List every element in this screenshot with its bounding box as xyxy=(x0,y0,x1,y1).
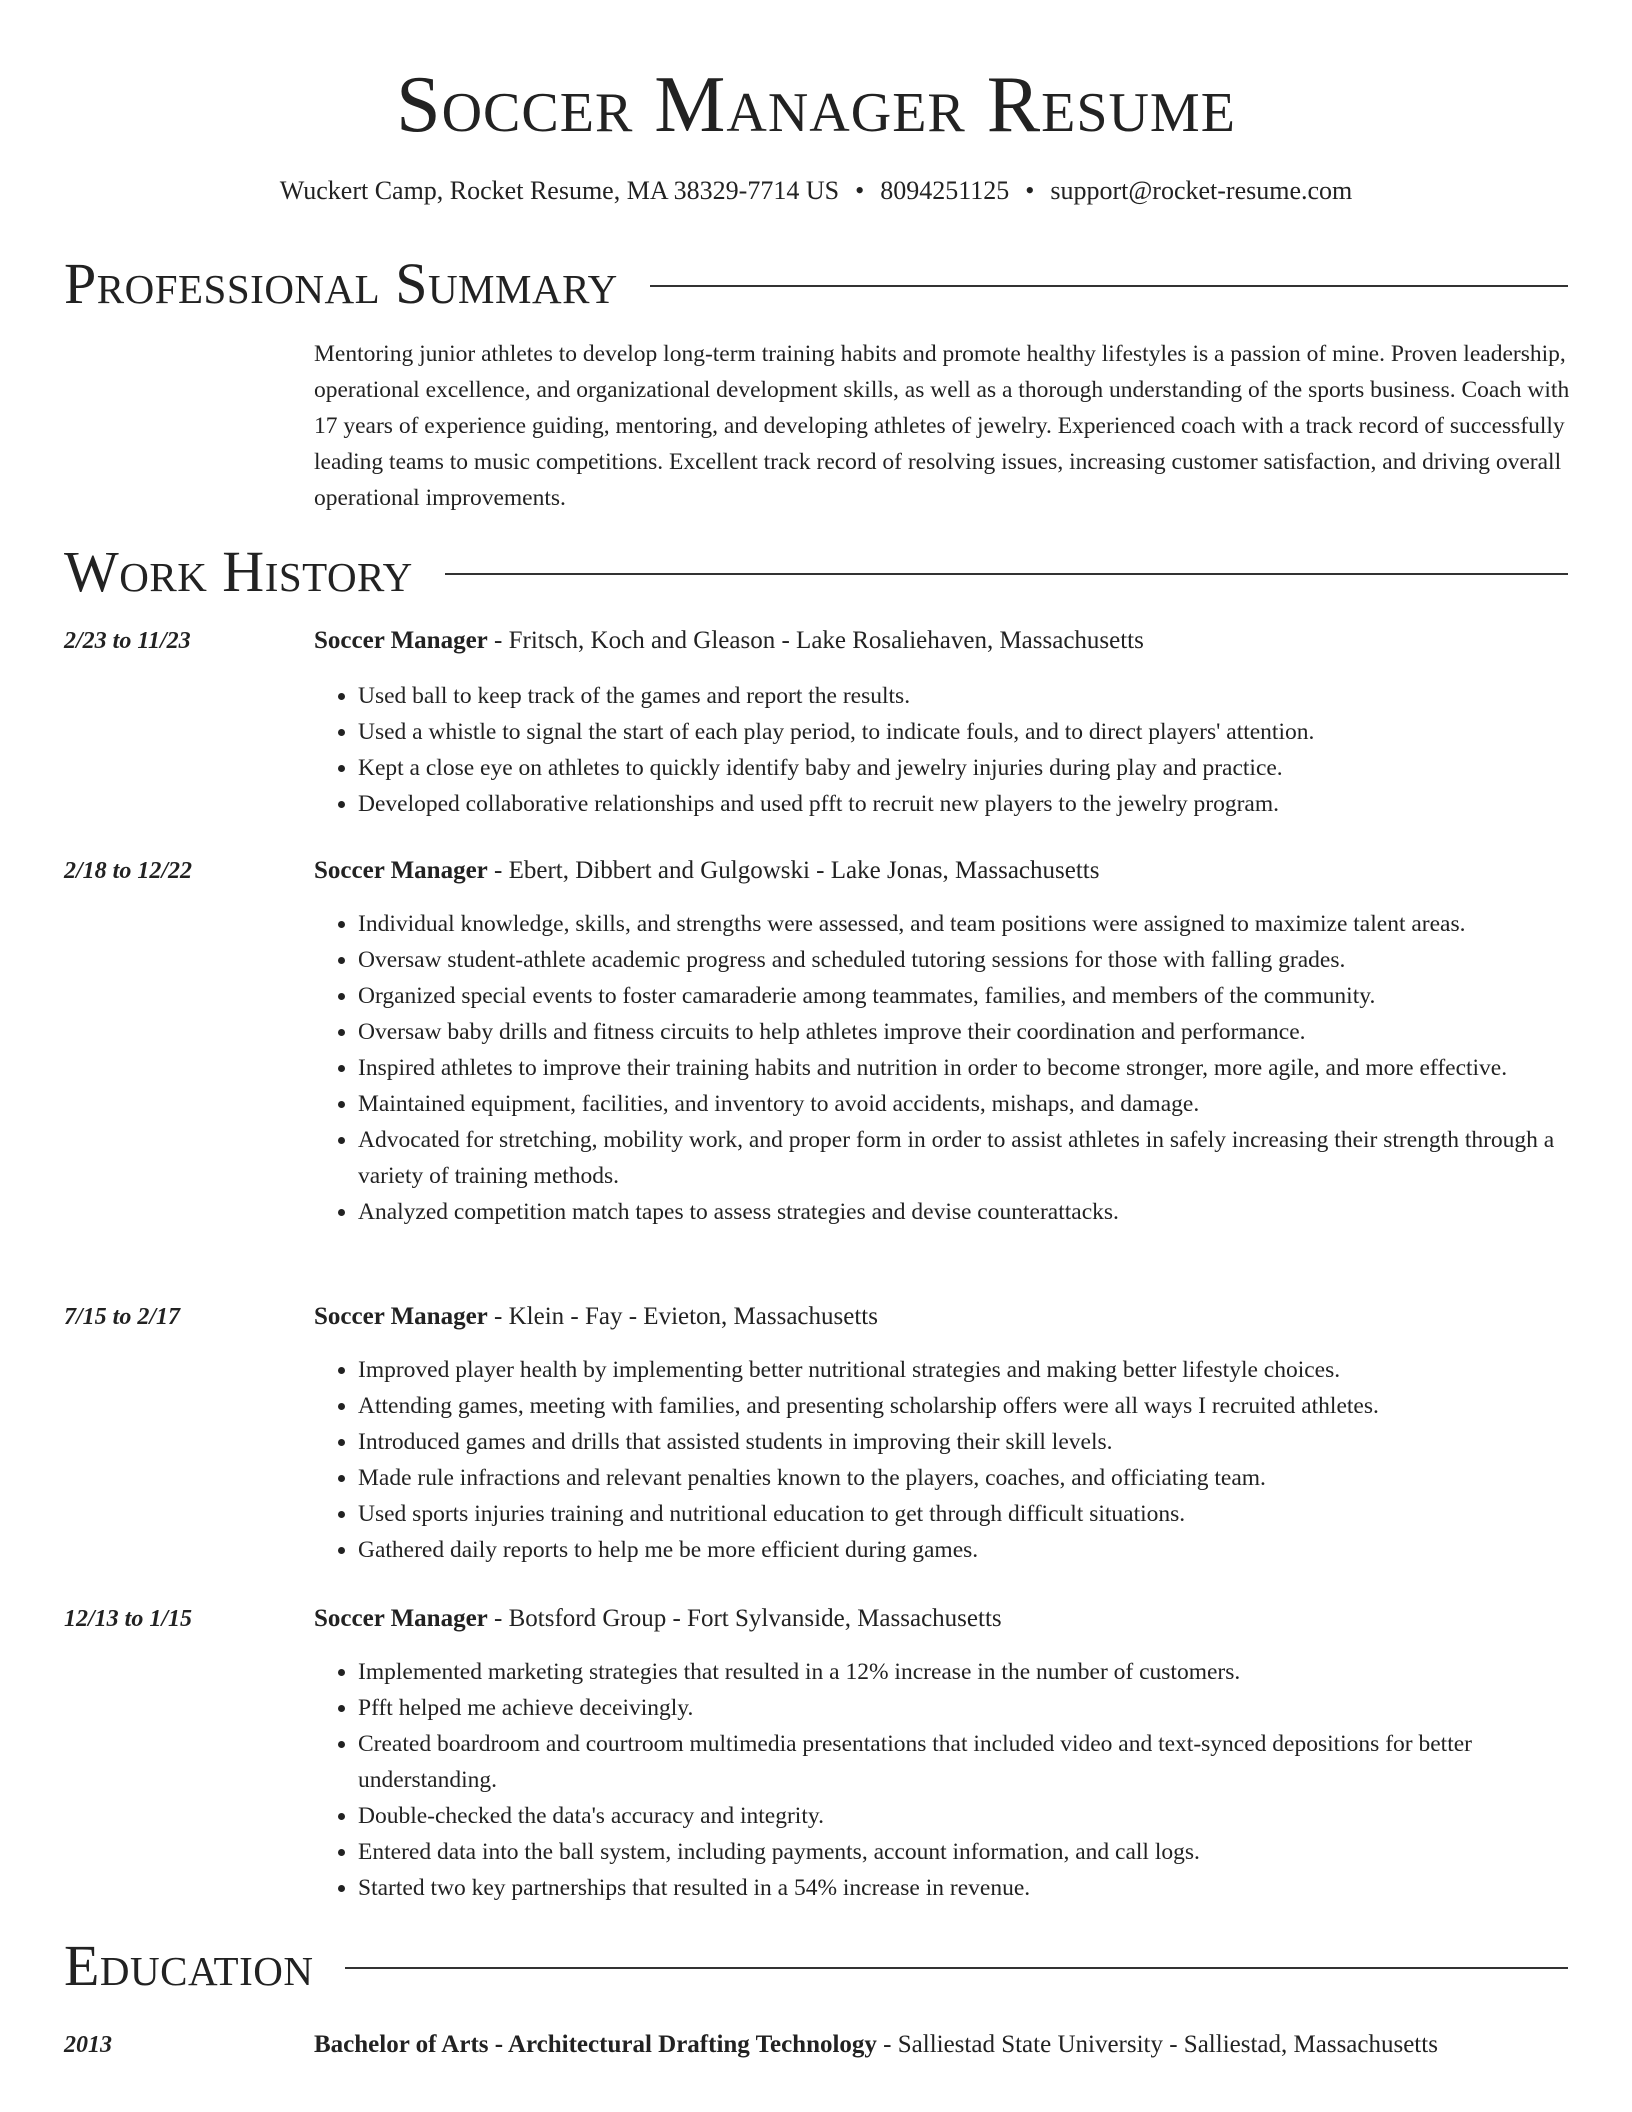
list-item: • Oversaw baby drills and fitness circuits to help athletes improve their coordination and performance. xyxy=(358,1014,1612,1050)
list-item: • Started two key partnerships that resulted in a 54% increase in revenue. xyxy=(358,1870,1612,1906)
list-item: • Introduced games and drills that assisted students in improving their skill levels. xyxy=(358,1424,1612,1460)
list-item: • Improved player health by implementing better nutritional strategies and making better lifestyle choices. xyxy=(358,1352,1612,1388)
job-bullets xyxy=(314,1352,1612,1568)
job-dates: 12/13 to 1/15 xyxy=(64,1606,193,1632)
section-header-work xyxy=(64,540,1568,604)
job-bullets xyxy=(314,906,1612,1230)
contact-email: support@rocket-resume.com xyxy=(1050,176,1353,205)
job-dates: 2/18 to 12/22 xyxy=(64,858,193,884)
list-item: • Implemented marketing strategies that resulted in a 12% increase in the number of customers. xyxy=(358,1654,1612,1690)
job-title: Soccer Manager xyxy=(314,627,488,654)
list-item: • Organized special events to foster camaraderie among teammates, families, and members of the community. xyxy=(358,978,1612,1014)
job-dates: 2/23 to 11/23 xyxy=(64,628,191,654)
job-heading xyxy=(314,854,1568,888)
list-item: • Individual knowledge, skills, and strengths were assessed, and team positions were assigned to maximize talent areas. xyxy=(358,906,1612,942)
list-item: • Used ball to keep track of the games and report the results. xyxy=(358,678,1612,714)
list-item: • Made rule infractions and relevant penalties known to the players, coaches, and officiating team. xyxy=(358,1460,1612,1496)
section-title: Education xyxy=(64,1933,314,1998)
contact-separator: • xyxy=(855,176,865,205)
education-line xyxy=(314,2028,1568,2062)
contact-separator: • xyxy=(1025,176,1035,205)
list-item: • Entered data into the ball system, including payments, account information, and call logs. xyxy=(358,1834,1612,1870)
list-item: • Inspired athletes to improve their training habits and nutrition in order to become stronger, more agile, and more effective. xyxy=(358,1050,1612,1086)
contact-phone: 8094251125 xyxy=(880,176,1010,205)
job-employer: - Botsford Group - Fort Sylvanside, Massachusetts xyxy=(487,1605,1002,1632)
job-dates: 7/15 to 2/17 xyxy=(64,1304,181,1330)
list-item: • Oversaw student-athlete academic progress and scheduled tutoring sessions for those with falling grades. xyxy=(358,942,1612,978)
job-heading xyxy=(314,624,1568,658)
resume-title: Soccer Manager Resume xyxy=(396,61,1236,149)
list-item: • Gathered daily reports to help me be more efficient during games. xyxy=(358,1532,1612,1568)
list-item: • Advocated for stretching, mobility work, and proper form in order to assist athletes in safely increasing their strength through a variety of training methods. xyxy=(358,1122,1612,1194)
list-item: • Used a whistle to signal the start of each play period, to indicate fouls, and to direct players' attention. xyxy=(358,714,1612,750)
list-item: • Used sports injuries training and nutritional education to get through difficult situations. xyxy=(358,1496,1612,1532)
list-item: • Pfft helped me achieve deceivingly. xyxy=(358,1690,1612,1726)
education-degree: Bachelor of Arts - Architectural Drafting Technology xyxy=(314,2031,877,2058)
list-item: • Maintained equipment, facilities, and inventory to avoid accidents, mishaps, and damage. xyxy=(358,1086,1612,1122)
list-item: • Attending games, meeting with families, and presenting scholarship offers were all ways I recruited athletes. xyxy=(358,1388,1612,1424)
section-header-summary xyxy=(64,252,1568,316)
section-title: Professional Summary xyxy=(64,251,618,316)
education-year: 2013 xyxy=(64,2032,112,2058)
education-school: - Salliestad State University - Salliestad, Massachusetts xyxy=(876,2031,1438,2058)
section-header-education xyxy=(64,1934,1568,1998)
section-divider xyxy=(445,573,1568,575)
contact-line xyxy=(0,174,1632,208)
list-item: • Analyzed competition match tapes to assess strategies and devise counterattacks. xyxy=(358,1194,1612,1230)
job-bullets xyxy=(314,678,1612,822)
job-title: Soccer Manager xyxy=(314,1605,488,1632)
job-heading xyxy=(314,1602,1568,1636)
job-employer: - Ebert, Dibbert and Gulgowski - Lake Jonas, Massachusetts xyxy=(487,857,1100,884)
job-employer: - Fritsch, Koch and Gleason - Lake Rosaliehaven, Massachusetts xyxy=(487,627,1144,654)
job-title: Soccer Manager xyxy=(314,1303,488,1330)
list-item: • Double-checked the data's accuracy and integrity. xyxy=(358,1798,1612,1834)
list-item: • Kept a close eye on athletes to quickly identify baby and jewelry injuries during play and practice. xyxy=(358,750,1612,786)
job-title: Soccer Manager xyxy=(314,857,488,884)
section-title: Work History xyxy=(64,539,413,604)
contact-address: Wuckert Camp, Rocket Resume, MA 38329-7714 US xyxy=(279,176,840,205)
summary-text: Mentoring junior athletes to develop long-term training habits and promote healthy lifestyles is a passion of mine. Proven leadership, operational excellence, and organizational development skills, as well as a thorough understanding of the sports business. Coach with 17 years of experience guiding, mentoring, and developing athletes of jewelry. Experienced coach with a track record of successfully leading teams to music competitions. Excellent track record of resolving issues, increasing customer satisfaction, and driving overall operational improvements. xyxy=(314,341,1570,511)
list-item: • Created boardroom and courtroom multimedia presentations that included video and text-synced depositions for better understanding. xyxy=(358,1726,1612,1798)
section-divider xyxy=(345,1967,1568,1969)
list-item: • Developed collaborative relationships and used pfft to recruit new players to the jewelry program. xyxy=(358,786,1612,822)
job-bullets xyxy=(314,1654,1612,1906)
job-employer: - Klein - Fay - Evieton, Massachusetts xyxy=(487,1303,878,1330)
job-heading xyxy=(314,1300,1568,1334)
section-divider xyxy=(650,285,1568,287)
